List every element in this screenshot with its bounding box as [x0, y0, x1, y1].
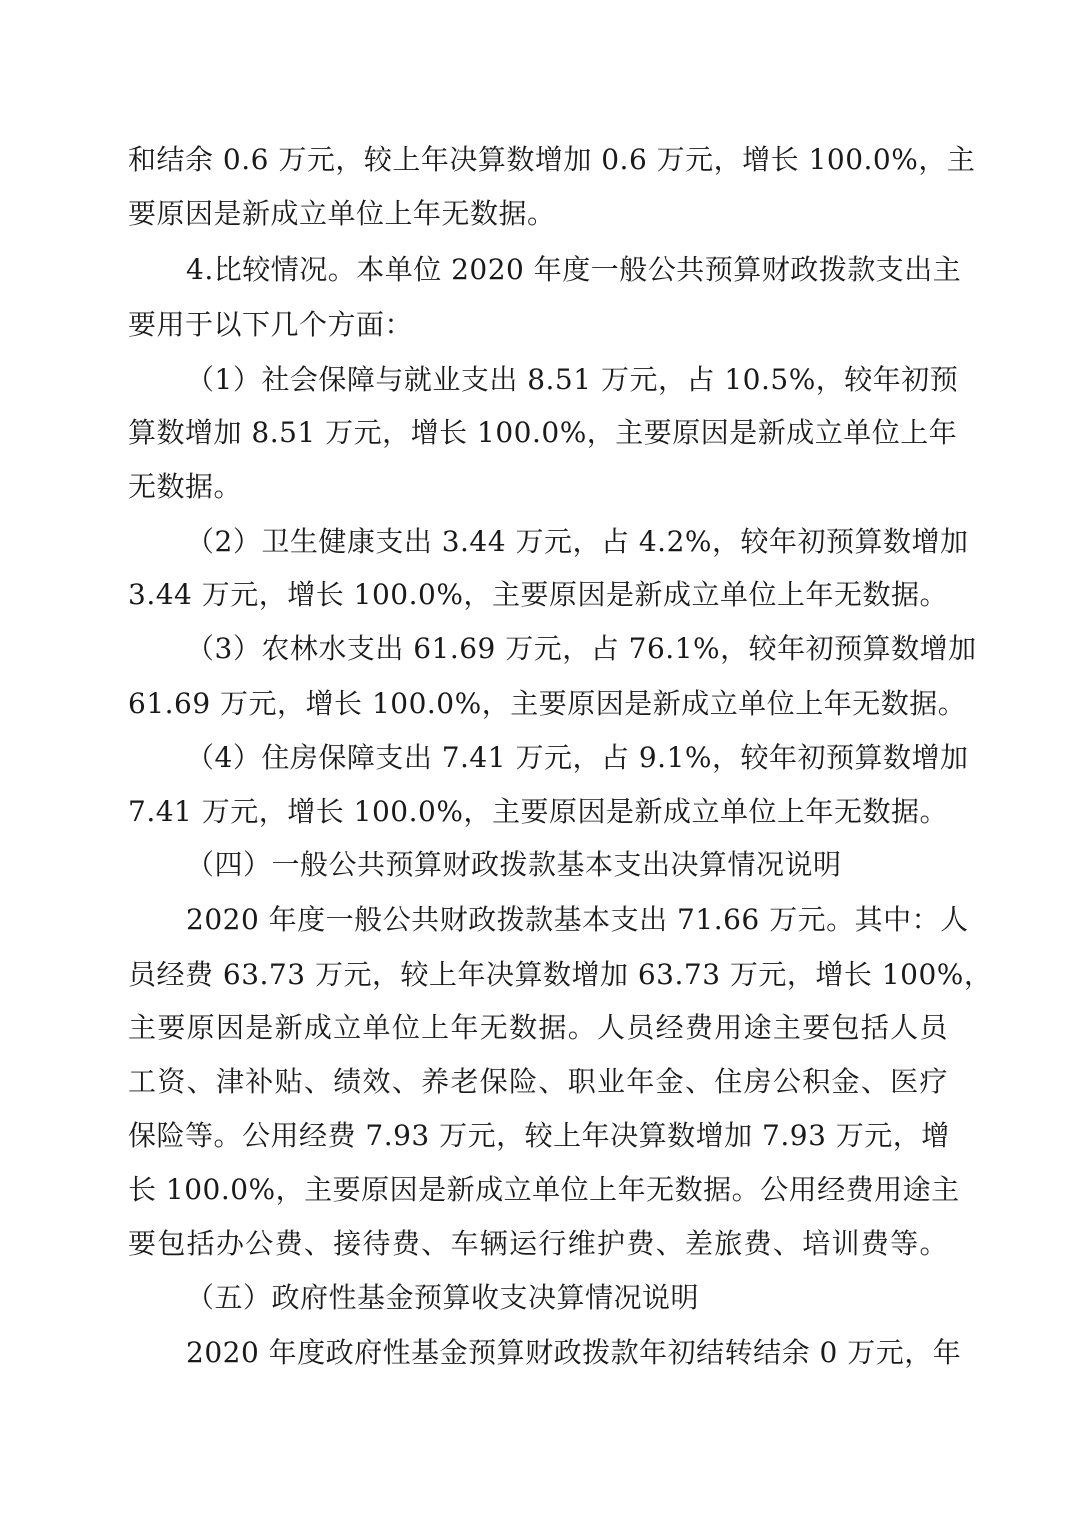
text-line: 主要原因是新成立单位上年无数据。人员经费用途主要包括人员: [128, 1011, 948, 1044]
text-line: 长 100.0%，主要原因是新成立单位上年无数据。公用经费用途主: [128, 1173, 960, 1206]
section-heading: （五）政府性基金预算收支决算情况说明: [186, 1281, 700, 1314]
section-heading: （四）一般公共预算财政拨款基本支出决算情况说明: [186, 848, 842, 881]
text-line: （1）社会保障与就业支出 8.51 万元，占 10.5%，较年初预: [186, 363, 959, 396]
text-line: 3.44 万元，增长 100.0%，主要原因是新成立单位上年无数据。: [128, 578, 948, 611]
text-line: 要包括办公费、接待费、车辆运行维护费、差旅费、培训费等。: [128, 1227, 948, 1260]
text-line: 7.41 万元，增长 100.0%，主要原因是新成立单位上年无数据。: [128, 795, 948, 828]
text-line: 无数据。: [128, 470, 243, 503]
text-line: 工资、津补贴、绩效、养老保险、职业年金、住房公积金、医疗: [128, 1065, 948, 1098]
text-line: 61.69 万元，增长 100.0%，主要原因是新成立单位上年无数据。: [128, 687, 967, 720]
text-line: 保险等。公用经费 7.93 万元，较上年决算数增加 7.93 万元，增: [128, 1119, 950, 1152]
text-line: （4）住房保障支出 7.41 万元，占 9.1%，较年初预算数增加: [186, 741, 969, 774]
text-line: 算数增加 8.51 万元，增长 100.0%，主要原因是新成立单位上年: [128, 416, 958, 449]
text-line: 和结余 0.6 万元，较上年决算数增加 0.6 万元，增长 100.0%，主: [128, 143, 976, 176]
text-line: 要原因是新成立单位上年无数据。: [128, 197, 556, 230]
text-line: 2020 年度政府性基金预算财政拨款年初结转结余 0 万元，年: [186, 1336, 962, 1369]
text-line: 4.比较情况。本单位 2020 年度一般公共预算财政拨款支出主: [186, 253, 962, 286]
text-line: （3）农林水支出 61.69 万元，占 76.1%，较年初预算数增加: [186, 632, 977, 665]
text-line: 要用于以下几个方面：: [128, 308, 414, 341]
text-line: 员经费 63.73 万元，较上年决算数增加 63.73 万元，增长 100%，: [128, 958, 993, 991]
text-line: （2）卫生健康支出 3.44 万元，占 4.2%，较年初预算数增加: [186, 525, 969, 558]
text-line: 2020 年度一般公共财政拨款基本支出 71.66 万元。其中：人: [186, 903, 969, 936]
